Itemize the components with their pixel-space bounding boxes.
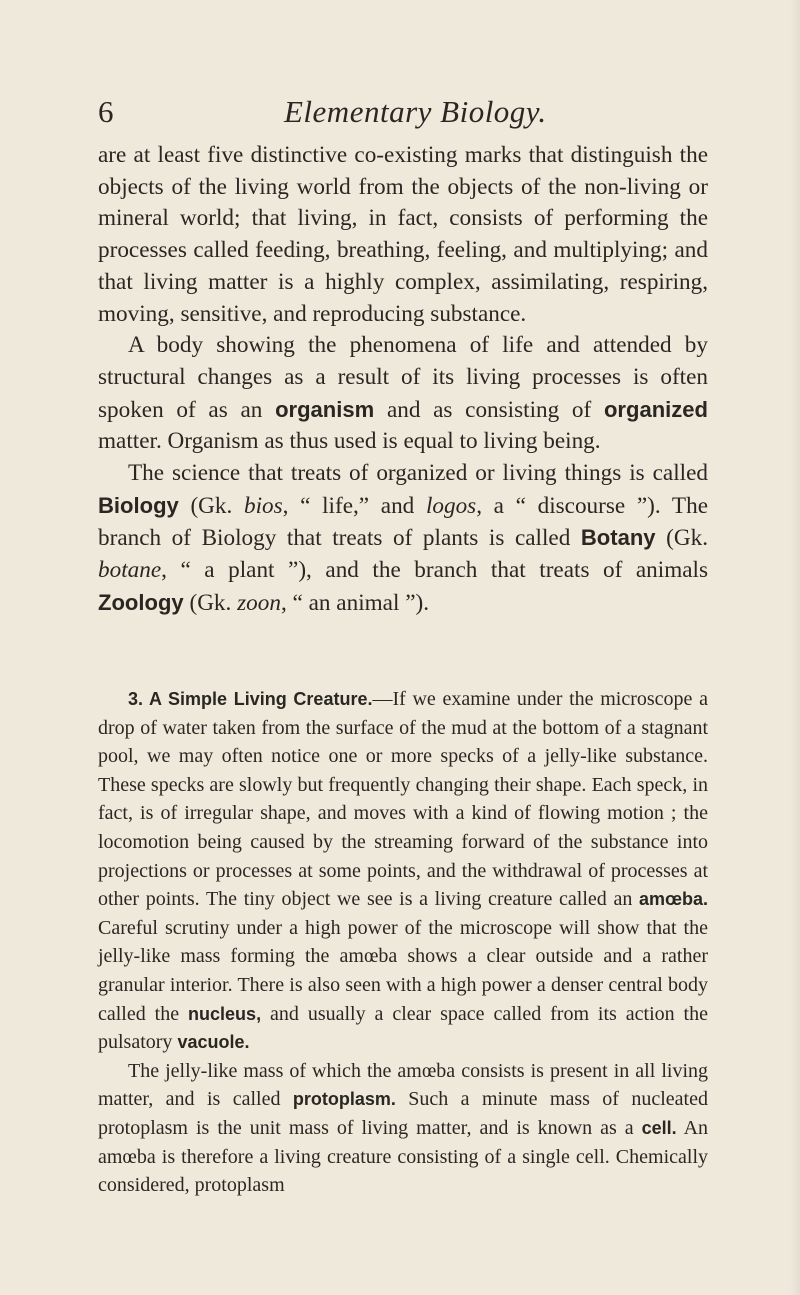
paragraph-simple-creature: 3. A Simple Living Creature.—If we examine under the microscope a drop of water taken from the surface of the mud at the bottom of a stagnant pool, we may often notice one or more specks of a jelly-like substance. These specks are slowly but frequently changing their shape. Each speck, in fact, is of irregular shape, and moves with a kind of flowing motion ; the locomotion being caused by the streaming forward of the substance into projections or processes at some points, and the withdrawal of processes at other points. The tiny object we see is a living creature called an amœba. Careful scrutiny under a high power of the microscope will show that the jelly-like mass forming the amœba shows a clear outside and a rather granular interior. There is also seen with a high power a denser central body called the nucleus, and usually a clear space called from its action the pulsatory vacuole. xyxy=(98,688,708,1054)
running-title: Elementary Biology. xyxy=(284,94,547,129)
section-heading: 3. A Simple Living Creature. xyxy=(128,689,373,709)
paragraph-protoplasm: The jelly-like mass of which the amœba consists is present in all living matter, and is called protoplasm. Such a minute mass of nucleated protoplasm is the unit mass of living matter, and is known as a cell. An amœba is therefore a living creature consisting of a single cell. Chemically considered, protoplasm xyxy=(98,1059,709,1197)
body-text-main xyxy=(98,140,708,620)
term-organized: organized xyxy=(603,396,708,422)
paragraph-life-marks: are at least five distinctive co-existing marks that distinguish the objects of the living world from the objects of the non-living or mineral world; that living, in fact, consists of performing the processes called feeding, breathing, feeling, and multiplying; and that living matter is a highly complex, assimilating, respiring, moving, sensitive, and reproducing substance. xyxy=(98,142,708,327)
paragraph-organism: A body showing the phenomena of life and attended by structural changes as a result of its living processes is often spoken of as an organism and as consisting of organized matter. Organism as thus used is equal to living being. xyxy=(98,332,708,455)
term-nucleus: nucleus, xyxy=(188,1003,262,1024)
term-protoplasm: protoplasm. xyxy=(292,1089,396,1110)
term-organism: organism xyxy=(275,396,375,422)
term-amoeba: amœba. xyxy=(638,889,708,910)
body-text-section-3 xyxy=(98,685,708,1200)
page-number: 6 xyxy=(98,94,114,129)
term-vacuole: vacuole. xyxy=(177,1032,250,1053)
page-header xyxy=(98,94,708,134)
term-zoology: Zoology xyxy=(98,589,184,615)
paragraph-biology: The science that treats of organized or living things is called Biology (Gk. bios, “ life,” and logos, a “ discourse ”). The branch of Biology that treats of plants is called Botany (Gk. botane, “ a plant ”), and the branch that treats of animals Zoology (Gk. zoon, “ an animal ”). xyxy=(98,460,709,616)
term-biology: Biology xyxy=(98,492,179,518)
page-edge-shadow xyxy=(790,0,800,1295)
term-cell: cell. xyxy=(641,1117,677,1138)
term-botany: Botany xyxy=(580,525,656,551)
